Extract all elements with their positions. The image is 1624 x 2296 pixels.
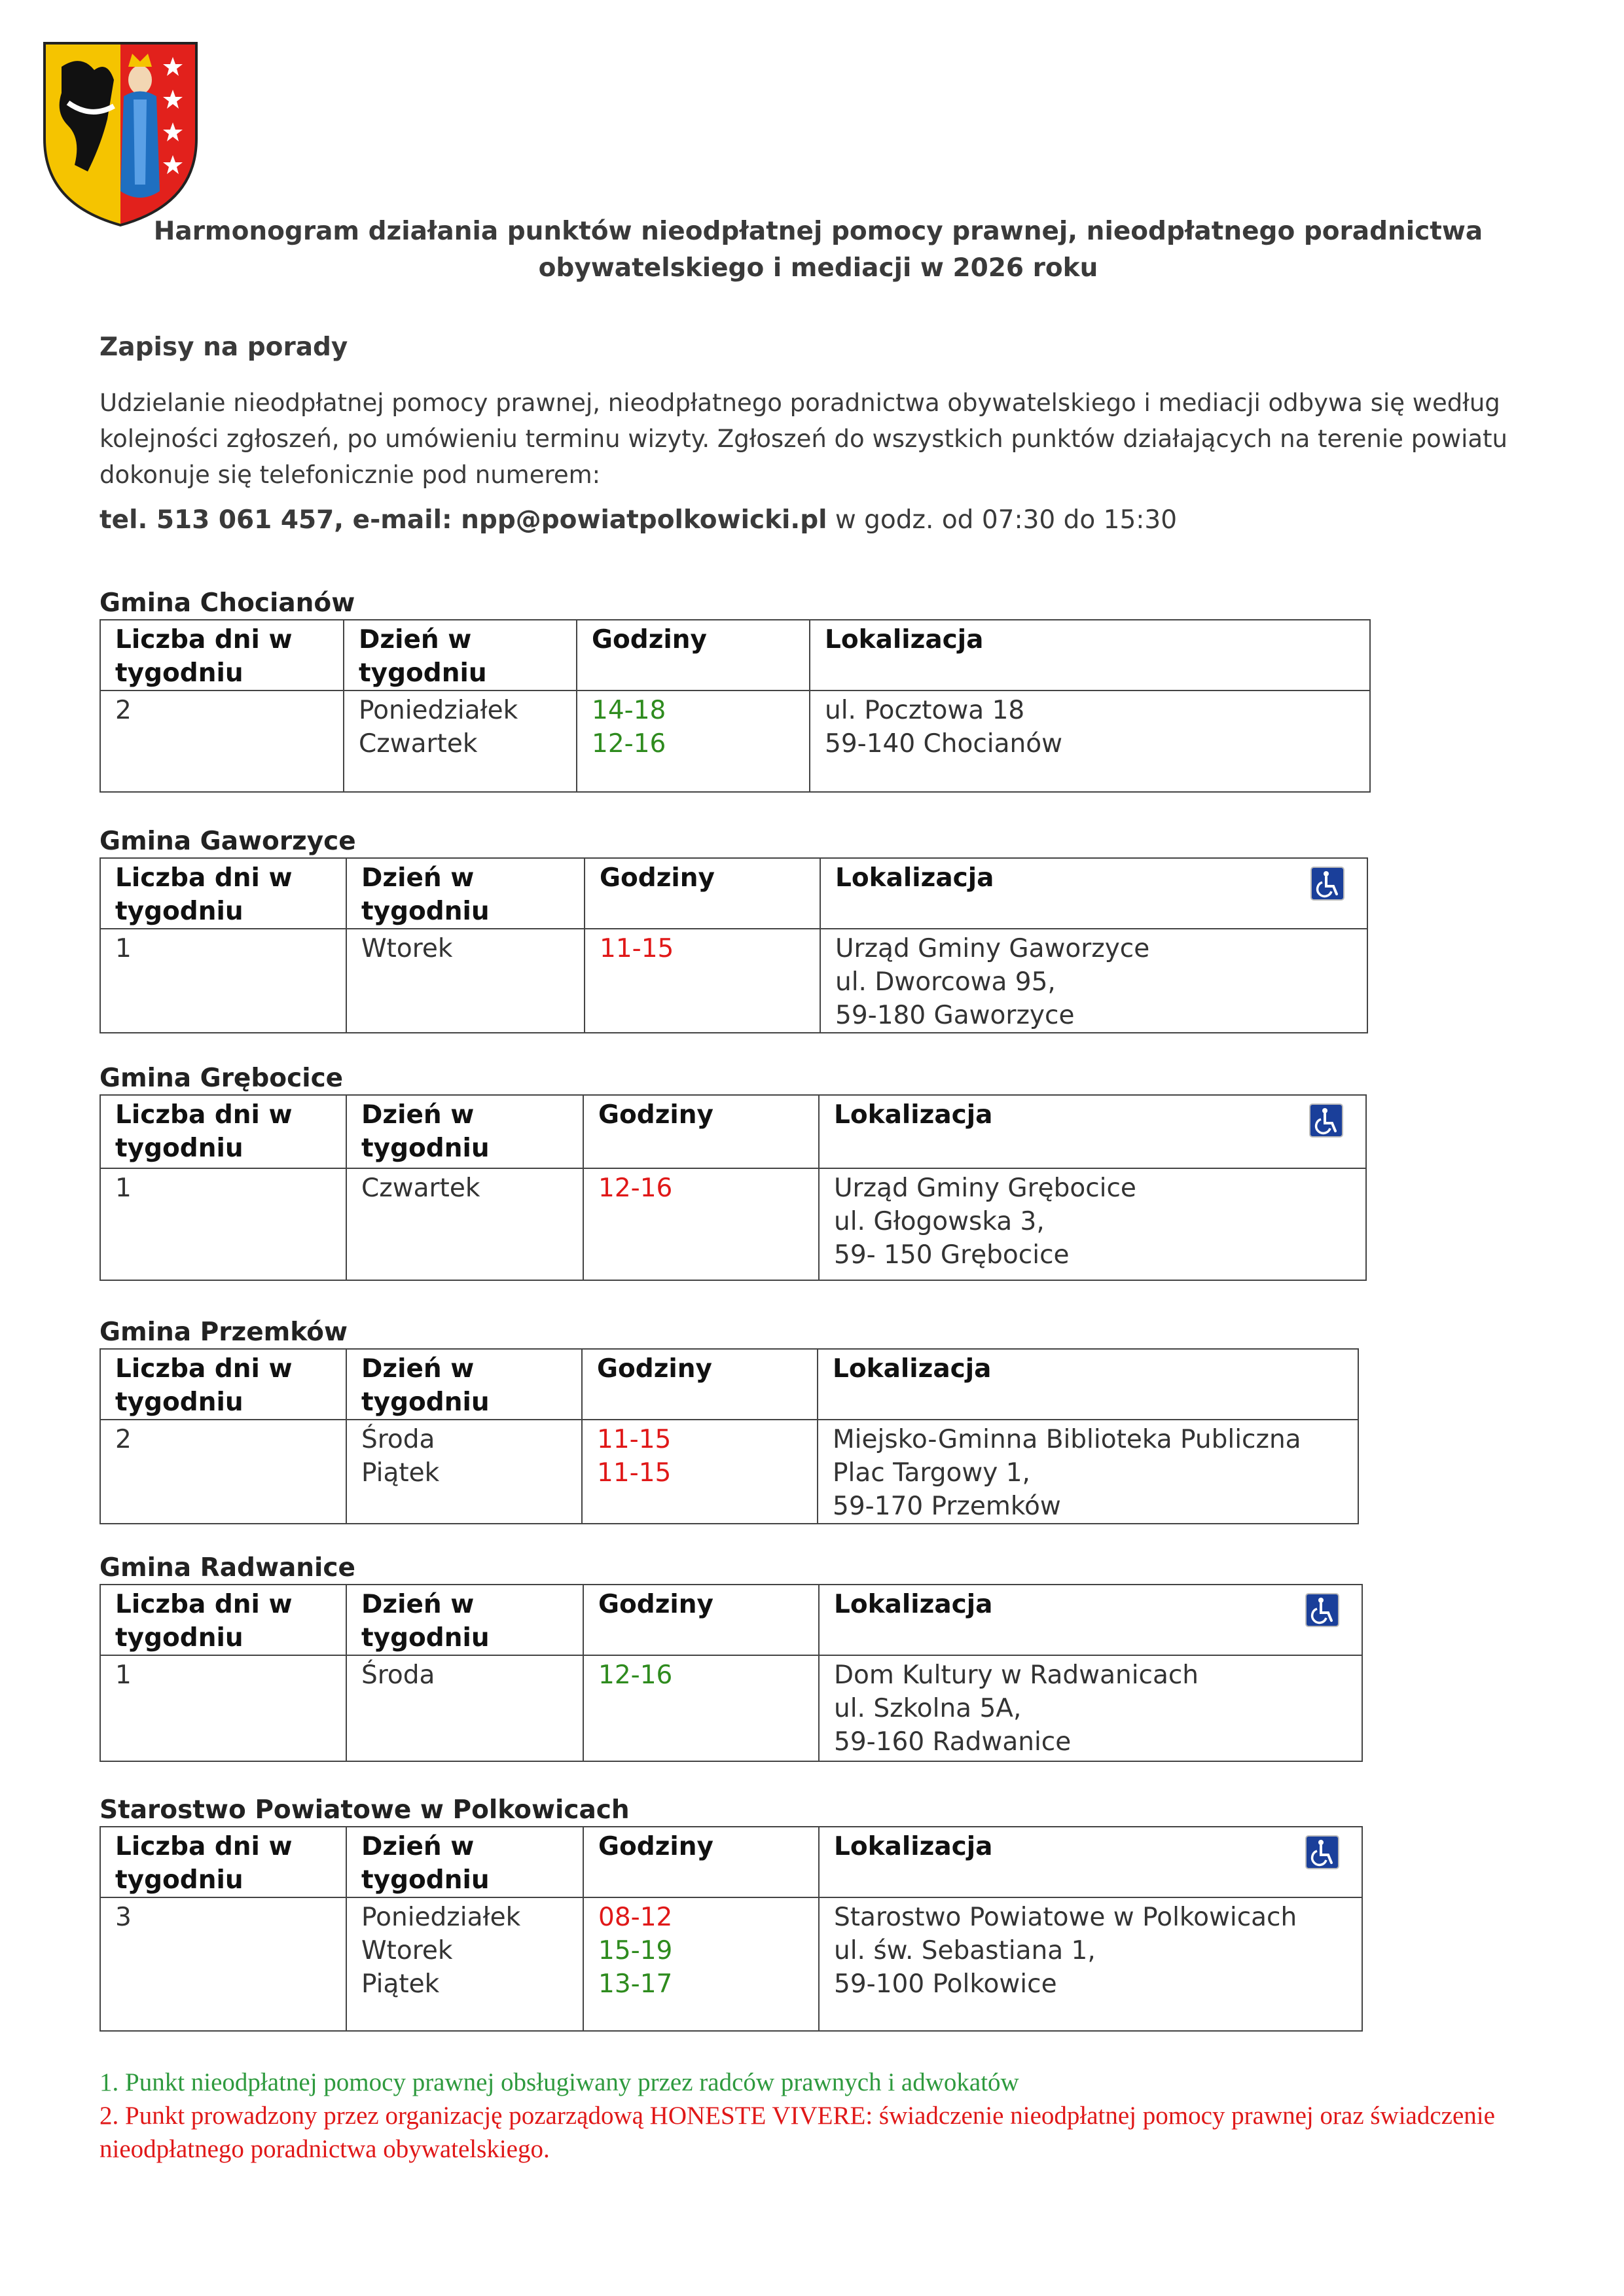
footnote-2: 2. Punkt prowadzony przez organizację pozarządową HONESTE VIVERE: świadczenie nieodpłatnej pomocy prawnej oraz świadczenie nieodpłatnego poradnictwa obywatelskiego.: [99, 2102, 1495, 2163]
hours-cell: [577, 691, 810, 792]
column-header-weekday: [346, 1827, 583, 1897]
column-header-weekday: [346, 1349, 582, 1420]
schedule-section: [99, 1795, 1363, 2032]
column-header-weekday: [346, 1585, 583, 1655]
table-header-row: [100, 1095, 1366, 1168]
column-header-label: Liczba dni w tygodniu: [115, 1590, 293, 1653]
section-title: Gmina Radwanice: [99, 1553, 355, 1583]
location-cell: [819, 1897, 1362, 2031]
signup-heading: Zapisy na porady: [99, 332, 348, 362]
weekday-cell: [346, 1420, 582, 1524]
weekday-value: Czwartek: [361, 1174, 480, 1203]
column-header-label: Godziny: [592, 625, 707, 655]
contact-line: [99, 505, 1177, 535]
location-line: Urząd Gminy Gaworzyce: [835, 934, 1150, 963]
column-header-label: Lokalizacja: [834, 1590, 993, 1619]
location-line: Urząd Gminy Grębocice: [834, 1174, 1136, 1203]
section-title: Starostwo Powiatowe w Polkowicach: [99, 1795, 630, 1825]
column-header-label: Godziny: [600, 863, 715, 893]
column-header-label: Lokalizacja: [833, 1354, 992, 1384]
footnote-1: 1. Punkt nieodpłatnej pomocy prawnej obsługiwany przez radców prawnych i adwokatów: [99, 2068, 1019, 2096]
column-header-hours: [577, 620, 810, 691]
weekday-cell: [346, 1655, 583, 1761]
column-header-weekday: [346, 858, 585, 929]
location-line: ul. św. Sebastiana 1,: [834, 1936, 1096, 1965]
table-header-row: [100, 1827, 1362, 1897]
column-header-label: Lokalizacja: [834, 1100, 993, 1130]
location-cell: [820, 929, 1367, 1033]
column-header-days: [100, 1095, 346, 1168]
column-header-location: [820, 858, 1367, 929]
location-line: Dom Kultury w Radwanicach: [834, 1660, 1199, 1690]
column-header-days: [100, 1827, 346, 1897]
hours-value: 11-15: [597, 1458, 672, 1488]
column-header-hours: [583, 1827, 819, 1897]
location-cell: [819, 1655, 1362, 1761]
document-title: Harmonogram działania punktów nieodpłatnej pomocy prawnej, nieodpłatnego poradnictwa obywatelskiego i mediacji w 2026 roku: [153, 217, 1483, 283]
column-header-label: Liczba dni w tygodniu: [115, 625, 293, 688]
location-line: ul. Dworcowa 95,: [835, 967, 1056, 997]
column-header-label: Dzień w tygodniu: [361, 1354, 490, 1417]
wheelchair-icon: [1305, 1835, 1339, 1869]
weekday-value: Środa: [361, 1425, 435, 1454]
hours-value: 12-16: [598, 1660, 673, 1690]
days-count-cell: 1: [100, 929, 346, 1033]
location-line: 59-100 Polkowice: [834, 1969, 1057, 1999]
table-header-row: [100, 1349, 1358, 1420]
hours-value: 12-16: [592, 729, 666, 759]
table-row: [100, 1655, 1362, 1761]
column-header-label: Liczba dni w tygodniu: [115, 1354, 293, 1417]
column-header-label: Liczba dni w tygodniu: [115, 1832, 293, 1895]
wheelchair-icon: [1310, 867, 1344, 901]
location-line: ul. Głogowska 3,: [834, 1207, 1045, 1236]
weekday-cell: [346, 929, 585, 1033]
location-line: Starostwo Powiatowe w Polkowicach: [834, 1903, 1297, 1932]
hours-value: 12-16: [598, 1174, 673, 1203]
weekday-value: Poniedziałek: [359, 696, 518, 725]
schedule-section: [99, 1552, 1363, 1762]
location-line: ul. Pocztowa 18: [825, 696, 1025, 725]
column-header-label: Godziny: [598, 1832, 713, 1861]
weekday-value: Piątek: [361, 1458, 440, 1488]
column-header-label: Godziny: [598, 1590, 713, 1619]
days-count-cell: 2: [100, 691, 344, 792]
column-header-days: [100, 620, 344, 691]
schedule-table: [99, 857, 1368, 1033]
column-header-hours: [582, 1349, 818, 1420]
hours-value: 11-15: [597, 1425, 672, 1454]
column-header-label: Liczba dni w tygodniu: [115, 1100, 293, 1163]
column-header-weekday: [346, 1095, 583, 1168]
table-row: [100, 1168, 1366, 1280]
table-row: [100, 929, 1367, 1033]
column-header-location: [810, 620, 1370, 691]
location-cell: [819, 1168, 1366, 1280]
hours-value: 14-18: [592, 696, 666, 725]
hours-cell: [582, 1420, 818, 1524]
hours-cell: [583, 1168, 819, 1280]
table-header-row: [100, 1585, 1362, 1655]
column-header-days: [100, 1585, 346, 1655]
column-header-location: [819, 1095, 1366, 1168]
section-title: Gmina Gaworzyce: [99, 827, 356, 856]
column-header-weekday: [344, 620, 577, 691]
schedule-section: [99, 1317, 1359, 1524]
column-header-days: [100, 858, 346, 929]
weekday-value: Czwartek: [359, 729, 478, 759]
hours-value: 08-12: [598, 1903, 673, 1932]
column-header-label: Dzień w tygodniu: [361, 1832, 490, 1895]
column-header-label: Lokalizacja: [834, 1832, 993, 1861]
location-cell: [818, 1420, 1358, 1524]
schedule-table: [99, 619, 1371, 793]
table-header-row: [100, 620, 1370, 691]
signup-text: Udzielanie nieodpłatnej pomocy prawnej, nieodpłatnego poradnictwa obywatelskiego i mediacji odbywa się według kolejności zgłoszeń, po umówieniu terminu wizyty. Zgłoszeń do wszystkich punktów działających na terenie powiatu dokonuje się telefonicznie pod numerem:: [99, 389, 1507, 489]
location-cell: [810, 691, 1370, 792]
weekday-value: Poniedziałek: [361, 1903, 521, 1932]
days-count-cell: 1: [100, 1655, 346, 1761]
column-header-label: Dzień w tygodniu: [361, 1590, 490, 1653]
table-header-row: [100, 858, 1367, 929]
days-count-cell: 1: [100, 1168, 346, 1280]
schedule-table: [99, 1584, 1363, 1762]
column-header-label: Dzień w tygodniu: [361, 1100, 490, 1163]
column-header-label: Lokalizacja: [835, 863, 994, 893]
days-count-cell: 2: [100, 1420, 346, 1524]
hours-value: 15-19: [598, 1936, 673, 1965]
hours-value: 13-17: [598, 1969, 673, 1999]
schedule-section: [99, 588, 1371, 793]
weekday-cell: [346, 1168, 583, 1280]
wheelchair-icon: [1305, 1593, 1339, 1627]
table-row: [100, 1420, 1358, 1524]
coat-of-arms-icon: [42, 41, 199, 227]
contact-phone-email: tel. 513 061 457, e-mail: npp@powiatpolkowicki.pl: [99, 505, 827, 535]
hours-value: 11-15: [600, 934, 674, 963]
weekday-value: Wtorek: [361, 934, 453, 963]
column-header-label: Godziny: [598, 1100, 713, 1130]
table-row: [100, 691, 1370, 792]
column-header-label: Lokalizacja: [825, 625, 984, 655]
section-title: Gmina Przemków: [99, 1318, 348, 1347]
schedule-table: [99, 1348, 1359, 1524]
days-count-cell: 3: [100, 1897, 346, 2031]
hours-cell: [583, 1655, 819, 1761]
schedule-section: [99, 1063, 1367, 1281]
weekday-value: Środa: [361, 1660, 435, 1690]
column-header-label: Dzień w tygodniu: [359, 625, 487, 688]
column-header-location: [818, 1349, 1358, 1420]
column-header-label: Dzień w tygodniu: [361, 863, 490, 926]
location-line: Miejsko-Gminna Biblioteka Publiczna: [833, 1425, 1301, 1454]
hours-cell: [583, 1897, 819, 2031]
schedule-section: [99, 826, 1368, 1033]
location-line: 59- 150 Grębocice: [834, 1240, 1070, 1270]
column-header-days: [100, 1349, 346, 1420]
table-row: [100, 1897, 1362, 2031]
location-line: 59-170 Przemków: [833, 1492, 1061, 1521]
hours-cell: [585, 929, 820, 1033]
column-header-hours: [585, 858, 820, 929]
location-line: 59-140 Chocianów: [825, 729, 1062, 759]
location-line: 59-160 Radwanice: [834, 1727, 1072, 1757]
schedule-table: [99, 1094, 1367, 1281]
column-header-hours: [583, 1585, 819, 1655]
weekday-value: Wtorek: [361, 1936, 453, 1965]
column-header-label: Godziny: [597, 1354, 712, 1384]
section-title: Gmina Grębocice: [99, 1064, 344, 1093]
column-header-hours: [583, 1095, 819, 1168]
section-title: Gmina Chocianów: [99, 588, 355, 618]
column-header-location: [819, 1827, 1362, 1897]
column-header-label: Liczba dni w tygodniu: [115, 863, 293, 926]
location-line: Plac Targowy 1,: [833, 1458, 1030, 1488]
schedule-table: [99, 1826, 1363, 2032]
wheelchair-icon: [1309, 1103, 1343, 1138]
location-line: ul. Szkolna 5A,: [834, 1694, 1022, 1723]
weekday-value: Piątek: [361, 1969, 440, 1999]
weekday-cell: [346, 1897, 583, 2031]
weekday-cell: [344, 691, 577, 792]
column-header-location: [819, 1585, 1362, 1655]
location-line: 59-180 Gaworzyce: [835, 1001, 1075, 1030]
contact-hours: w godz. od 07:30 do 15:30: [827, 505, 1178, 535]
